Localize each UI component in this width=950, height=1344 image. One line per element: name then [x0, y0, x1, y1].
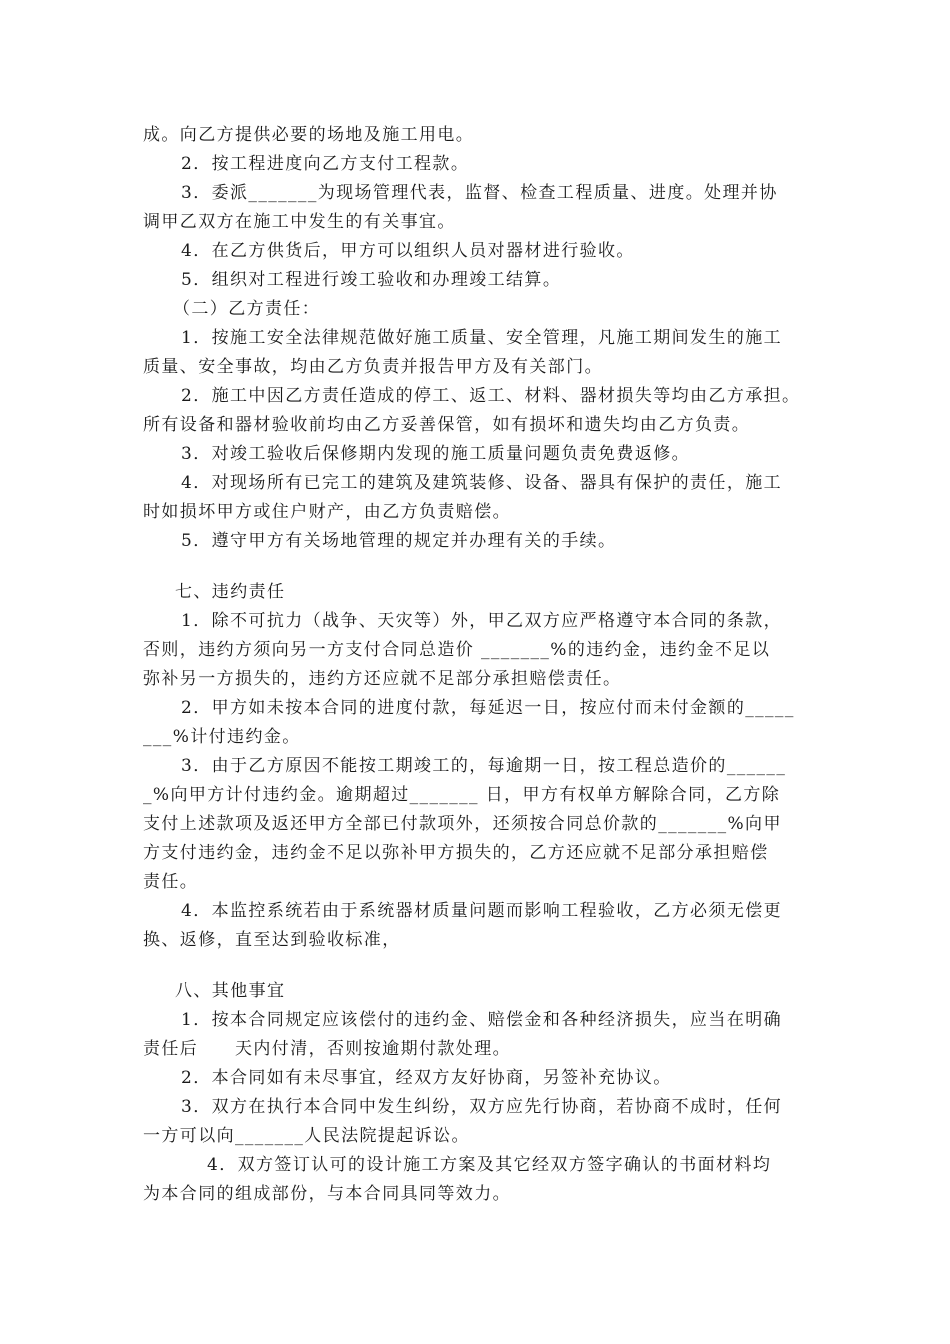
text-line: 3．对竣工验收后保修期内发现的施工质量问题负责免费返修。: [181, 444, 691, 464]
text-line: 1．按施工安全法律规范做好施工质量、安全管理，凡施工期间发生的施工: [181, 328, 783, 348]
text-line: 成。向乙方提供必要的场地及施工用电。: [143, 125, 475, 145]
text-line: _%向甲方计付违约金。逾期超过_______ 日，甲方有权单方解除合同，乙方除: [143, 785, 781, 805]
text-line: 一方可以向_______人民法院提起诉讼。: [143, 1126, 470, 1146]
text-line: 2．按工程进度向乙方支付工程款。: [181, 154, 470, 174]
text-line: 2．本合同如有未尽事宜，经双方友好协商，另签补充协议。: [181, 1068, 672, 1088]
text-line: 2．甲方如未按本合同的进度付款，每延迟一日，按应付而未付金额的_____: [181, 698, 795, 718]
text-line: 2．施工中因乙方责任造成的停工、返工、材料、器材损失等均由乙方承担。: [181, 386, 801, 406]
text-line: 3．委派_______为现场管理代表，监督、检查工程质量、进度。处理并协: [181, 183, 778, 203]
section-heading: 八、其他事宜: [175, 981, 286, 1001]
text-line: 支付上述款项及返还甲方全部已付款项外，还须按合同总价款的_______%向甲: [143, 814, 782, 834]
section-heading: 七、违约责任: [175, 582, 286, 602]
text-line: 否则，违约方须向另一方支付合同总造价 _______%的违约金，违约金不足以: [143, 640, 771, 660]
text-line: 4．双方签订认可的设计施工方案及其它经双方签字确认的书面材料均: [207, 1155, 772, 1175]
text-line: ___%计付违约金。: [143, 727, 301, 747]
text-line: 3．双方在执行本合同中发生纠纷，双方应先行协商，若协商不成时，任何: [181, 1097, 783, 1117]
text-line: 4．对现场所有已完工的建筑及建筑装修、设备、器具有保护的责任，施工: [181, 473, 783, 493]
text-line: 弥补另一方损失的，违约方还应就不足部分承担赔偿责任。: [143, 669, 622, 689]
text-line: 4．在乙方供货后，甲方可以组织人员对器材进行验收。: [181, 241, 635, 261]
section-heading: （二）乙方责任：: [173, 299, 321, 319]
text-line: 5．遵守甲方有关场地管理的规定并办理有关的手续。: [181, 531, 617, 551]
text-line: 4．本监控系统若由于系统器材质量问题而影响工程验收，乙方必须无偿更: [181, 901, 783, 921]
text-line: 5．组织对工程进行竣工验收和办理竣工结算。: [181, 270, 562, 290]
text-line: 调甲乙双方在施工中发生的有关事宜。: [143, 212, 456, 232]
text-line: 方支付违约金，违约金不足以弥补甲方损失的，乙方还应就不足部分承担赔偿: [143, 843, 769, 863]
text-line: 责任。: [143, 872, 199, 892]
text-line: 质量、安全事故，均由乙方负责并报告甲方及有关部门。: [143, 357, 603, 377]
text-line: 1．除不可抗力（战争、天灾等）外，甲乙双方应严格遵守本合同的条款，: [181, 611, 783, 631]
text-line: 3．由于乙方原因不能按工期竣工的，每逾期一日，按工程总造价的______: [181, 756, 787, 776]
text-line: 1．按本合同规定应该偿付的违约金、赔偿金和各种经济损失，应当在明确: [181, 1010, 783, 1030]
text-line: 时如损坏甲方或住户财产，由乙方负责赔偿。: [143, 502, 511, 522]
text-line: 所有设备和器材验收前均由乙方妥善保管，如有损坏和遗失均由乙方负责。: [143, 415, 751, 435]
text-line: 换、返修，直至达到验收标准，: [143, 930, 401, 950]
text-line: 责任后 天内付清，否则按逾期付款处理。: [143, 1039, 511, 1059]
text-line: 为本合同的组成部份，与本合同具同等效力。: [143, 1184, 511, 1204]
